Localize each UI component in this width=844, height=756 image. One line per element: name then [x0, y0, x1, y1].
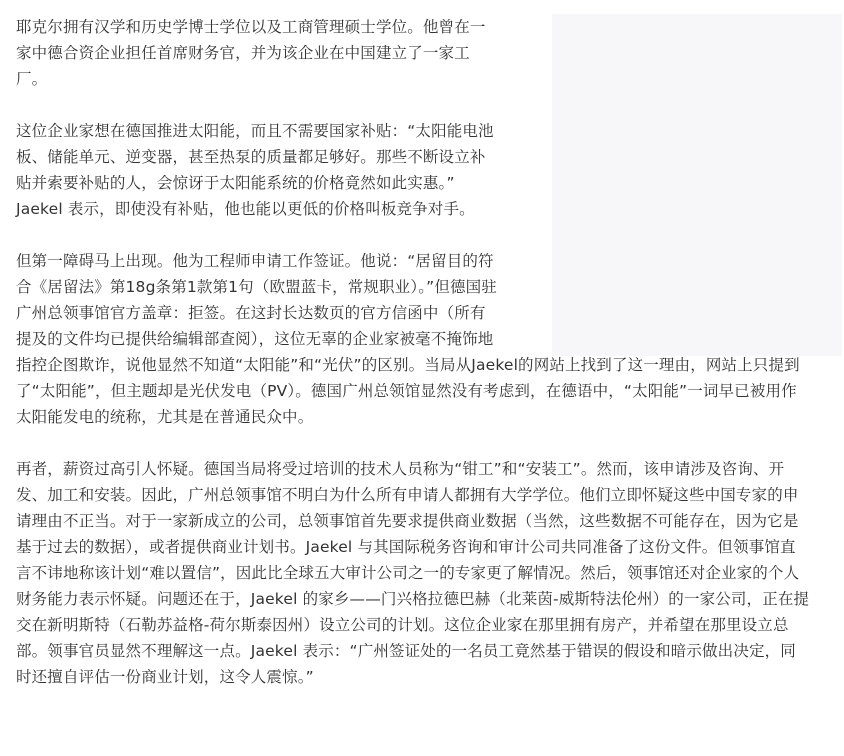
text-line: 请理由不正当。对于一家新成立的公司，总领事馆首先要求提供商业数据（当然，这些数据不可能存在，因为它是	[16, 512, 799, 530]
text-line: 了“太阳能”，但主题却是光伏发电（PV）。德国广州总领馆显然没有考虑到，在德语中，“太阳能”一词早已被用作	[16, 382, 797, 400]
text-line: 合《居留法》第18g条第1款第1句（欧盟蓝卡，常规职业）。”但德国驻	[16, 278, 497, 296]
text-line: 太阳能发电的统称，尤其是在普通民众中。	[16, 408, 314, 426]
paragraph-4	[16, 456, 842, 690]
image-placeholder	[552, 14, 842, 356]
text-line: 基于过去的数据），或者提供商业计划书。Jaekel 与其国际税务咨询和审计公司共同准备了这份文件。但领事馆直	[16, 538, 796, 556]
text-line: 部。领事官员显然不理解这一点。Jaekel 表示：“广州签证处的一名员工竟然基于错误的假设和暗示做出决定，同	[16, 642, 796, 660]
text-line: 贴并索要补贴的人，会惊讶于太阳能系统的价格竟然如此实惠。”	[16, 174, 455, 192]
text-line: 广州总领事馆官方盖章：拒签。在这封长达数页的官方信函中（所有	[16, 304, 486, 322]
text-line: 再者，薪资过高引人怀疑。德国当局将受过培训的技术人员称为“钳工”和“安装工”。然而，该申请涉及咨询、开	[16, 460, 785, 478]
text-line: 提及的文件均已提供给编辑部查阅），这位无辜的企业家被毫不掩饰地	[16, 330, 494, 348]
text-line: 家中德合资企业担任首席财务官，并为该企业在中国建立了一家工	[16, 44, 470, 62]
text-line: 指控企图欺诈，说他显然不知道“太阳能”和“光伏”的区别。当局从Jaekel的网站上找到了这一理由，网站上只提到	[16, 356, 800, 374]
text-line: 但第一障碍马上出现。他为工程师申请工作签证。他说：“居留目的符	[16, 252, 494, 270]
text-line: 这位企业家想在德国推进太阳能，而且不需要国家补贴：“太阳能电池	[16, 122, 494, 140]
text-line: 时还擅自评估一份商业计划，这令人震惊。”	[16, 668, 314, 686]
article-body	[16, 14, 842, 716]
text-line: Jaekel 表示，即使没有补贴，他也能以更低的价格叫板竞争对手。	[16, 200, 475, 218]
text-line: 发、加工和安装。因此，广州总领事馆不明白为什么所有申请人都拥有大学学位。他们立即怀疑这些中国专家的申	[16, 486, 799, 504]
text-line: 财务能力表示怀疑。问题还在于，Jaekel 的家乡——门兴格拉德巴赫（北莱茵-威斯特法伦州）的一家公司，正在提	[16, 590, 810, 608]
text-line: 交在新明斯特（石勒苏益格-荷尔斯泰因州）设立公司的计划。这位企业家在那里拥有房产，并希望在那里设立总	[16, 616, 789, 634]
text-line: 言不讳地称该计划“难以置信”，因此比全球五大审计公司之一的专家更了解情况。然后，领事馆还对企业家的个人	[16, 564, 800, 582]
text-line: 耶克尔拥有汉学和历史学博士学位以及工商管理硕士学位。他曾在一	[16, 18, 486, 36]
text-line: 板、储能单元、逆变器，甚至热泵的质量都足够好。那些不断设立补	[16, 148, 486, 166]
text-line: 厂。	[16, 70, 48, 88]
